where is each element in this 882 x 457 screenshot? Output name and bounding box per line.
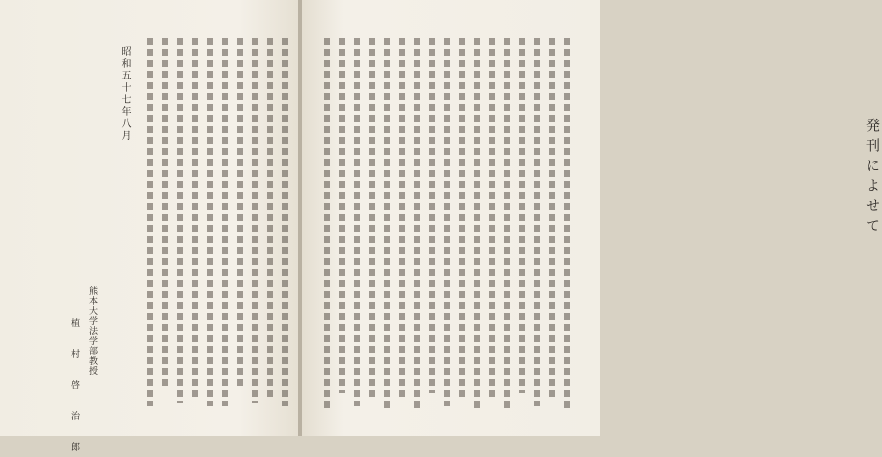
text-column (384, 38, 390, 408)
text-column (474, 38, 480, 408)
text-column (207, 38, 213, 406)
text-column (324, 38, 330, 408)
text-column (354, 38, 360, 406)
text-column (282, 38, 288, 406)
text-column (399, 38, 405, 398)
text-column (564, 38, 570, 408)
text-column (459, 38, 465, 400)
date-line: 昭和五十七年八月 (119, 46, 130, 142)
text-column (222, 38, 228, 406)
text-column (267, 38, 273, 398)
author-signature: 植 村 啓 治 郎 (69, 318, 79, 457)
text-column (162, 38, 168, 388)
text-column (369, 38, 375, 400)
text-column (504, 38, 510, 408)
text-column (147, 38, 153, 406)
page-heading: 発刊によせて (864, 118, 880, 238)
text-column (177, 38, 183, 403)
text-column (549, 38, 555, 400)
text-column (414, 38, 420, 408)
text-column (489, 38, 495, 398)
right-page (302, 0, 880, 436)
text-column (534, 38, 540, 406)
author-affiliation: 熊本大学法学部教授 (87, 286, 97, 376)
left-page (0, 0, 298, 457)
text-column (429, 38, 435, 393)
text-column (444, 38, 450, 406)
text-column (192, 38, 198, 398)
text-column (252, 38, 258, 403)
text-column (339, 38, 345, 393)
text-column (519, 38, 525, 393)
text-column (237, 38, 243, 388)
